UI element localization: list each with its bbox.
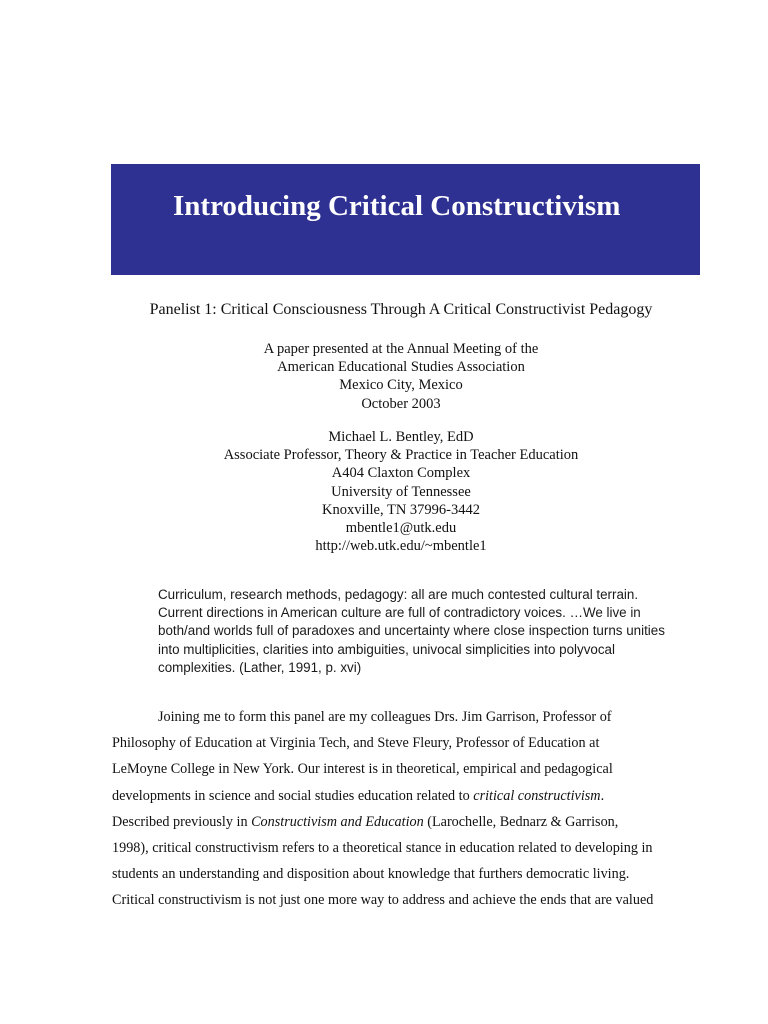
presentation-line: A paper presented at the Annual Meeting of the [263,341,539,357]
body-text-span: (Larochelle, Bednarz & Garrison, [423,813,619,830]
panel-subtitle: Panelist 1: Critical Consciousness Through A Critical Constructivist Pedagogy [149,301,653,318]
author-title: Associate Professor, Theory & Practice in Teacher Education [223,447,579,464]
body-line: Joining me to form this panel are my colleagues Drs. Jim Garrison, Professor of [158,709,612,725]
presentation-line: October 2003 [361,395,441,412]
body-text-span: . [600,787,605,804]
body-text-span: developments in science and social studies education related to [112,787,474,804]
title-banner [111,164,700,275]
author-name: Michael L. Bentley, EdD [328,429,474,445]
quote-line: Curriculum, research methods, pedagogy: all are much contested cultural terrain. [158,587,639,602]
body-line: 1998), critical constructivism refers to a theoretical stance in education related to developing in [112,840,653,857]
document-title: Introducing Critical Constructivism [173,190,621,222]
body-text-span: Described previously in [112,813,252,830]
presentation-line: American Educational Studies Association [277,359,525,376]
body-paragraph [112,704,712,914]
author-info [0,428,768,555]
presentation-info [0,340,768,413]
epigraph-quote [158,586,718,677]
quote-line: complexities. (Lather, 1991, p. xvi) [158,659,362,675]
body-line: Critical constructivism is not just one more way to address and achieve the ends that are valued [112,892,654,909]
body-line [112,783,712,809]
presentation-line: Mexico City, Mexico [339,377,463,394]
author-city: Knoxville, TN 37996-3442 [321,501,480,518]
author-email: mbentle1@utk.edu [345,520,457,537]
quote-line: Current directions in American culture are full of contradictory voices. …We live in [158,605,641,621]
author-address-line: A404 Claxton Complex [331,465,471,482]
quote-line: into multiplicities, clarities into ambiguities, univocal simplicities into polyvocal [158,641,615,657]
body-line: LeMoyne College in New York. Our interest is in theoretical, empirical and pedagogical [112,761,613,778]
author-university: University of Tennessee [331,483,471,500]
body-line [112,809,712,835]
body-line: students an understanding and disposition about knowledge that furthers democratic living. [112,866,630,883]
italic-book-title: Constructivism and Education [251,813,424,830]
italic-term: critical constructivism [473,787,601,804]
author-website: http://web.utk.edu/~mbentle1 [315,538,487,555]
body-line: Philosophy of Education at Virginia Tech, and Steve Fleury, Professor of Education at [112,735,600,752]
quote-line: both/and worlds full of paradoxes and uncertainty where close inspection turns unities [158,623,665,639]
